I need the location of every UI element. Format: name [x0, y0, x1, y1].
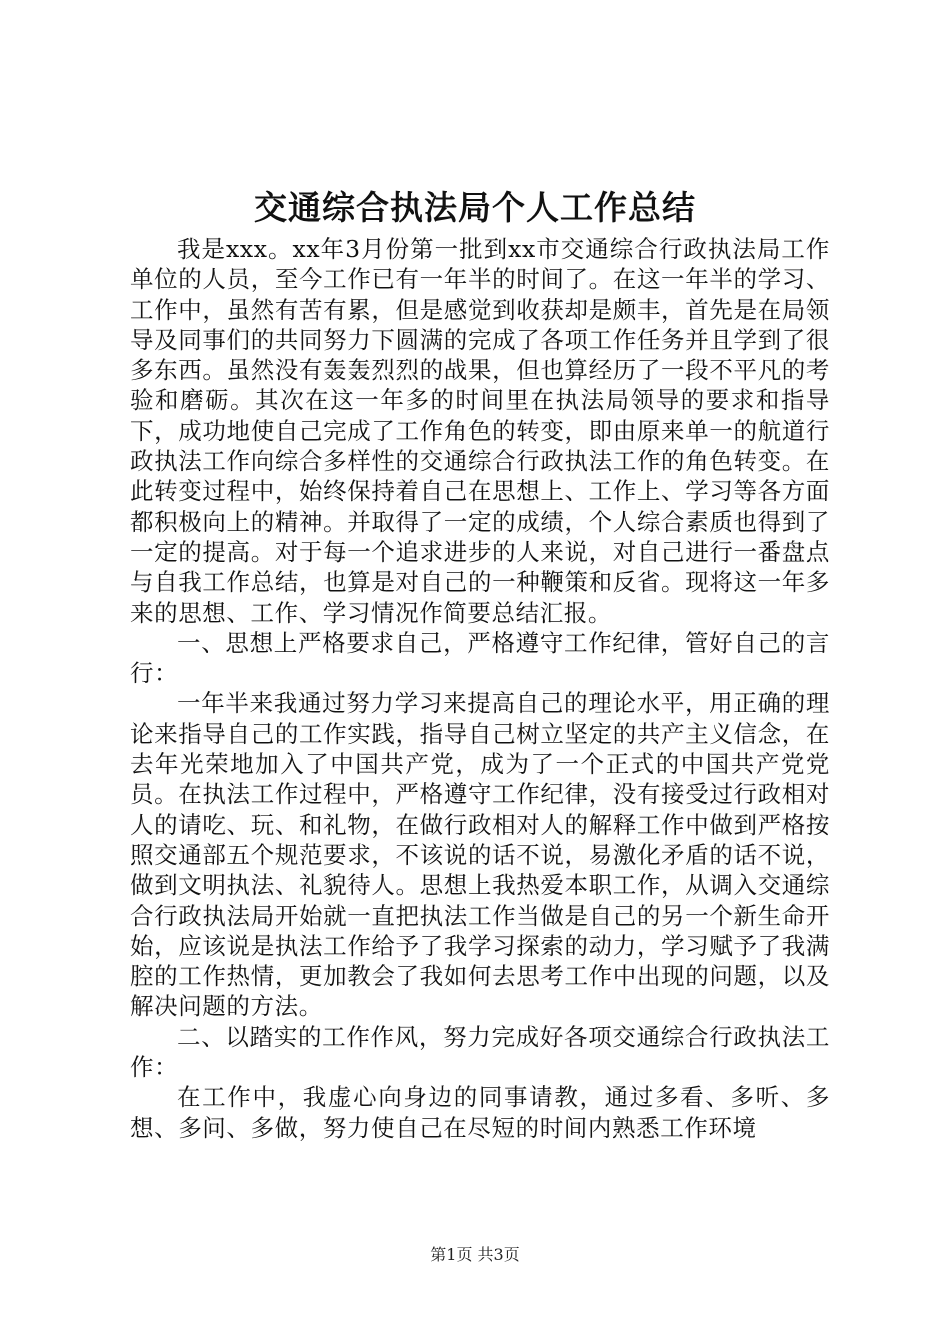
section-heading-1: 一、思想上严格要求自己，严格遵守工作纪律，管好自己的言行：	[130, 628, 830, 688]
document-body	[130, 234, 830, 1143]
section-heading-2: 二、以踏实的工作作风，努力完成好各项交通综合行政执法工作：	[130, 1022, 830, 1082]
document-title: 交通综合执法局个人工作总结	[254, 188, 696, 227]
paragraph-section-2: 在工作中，我虚心向身边的同事请教，通过多看、多听、多想、多问、多做，努力使自己在尽短的时间内熟悉工作环境	[130, 1083, 830, 1142]
page-footer: 第1页 共3页	[430, 1245, 520, 1264]
paragraph-section-1: 一年半来我通过努力学习来提高自己的理论水平，用正确的理论来指导自己的工作实践，指导自己树立坚定的共产主义信念，在去年光荣地加入了中国共产党，成为了一个正式的中国共产党党员。在执法工作过程中，严格遵守工作纪律，没有接受过行政相对人的请吃、玩、和礼物，在做行政相对人的解释工作中做到严格按照交通部五个规范要求，不该说的话不说，易激化矛盾的话不说，做到文明执法、礼貌待人。思想上我热爱本职工作，从调入交通综合行政执法局开始就一直把执法工作当做是自己的另一个新生命开始，应该说是执法工作给予了我学习探索的动力，学习赋予了我满腔的工作热情，更加教会了我如何去思考工作中出现的问题，以及解决问题的方法。	[130, 689, 830, 1021]
paragraph-intro: 我是xxx。xx年3月份第一批到xx市交通综合行政执法局工作单位的人员，至今工作已有一年半的时间了。在这一年半的学习、工作中，虽然有苦有累，但是感觉到收获却是颇丰，首先是在局领导及同事们的共同努力下圆满的完成了各项工作任务并且学到了很多东西。虽然没有轰轰烈烈的战果，但也算经历了一段不平凡的考验和磨砺。其次在这一年多的时间里在执法局领导的要求和指导下，成功地使自己完成了工作角色的转变，即由原来单一的航道行政执法工作向综合多样性的交通综合行政执法工作的角色转变。在此转变过程中，始终保持着自己在思想上、工作上、学习等各方面都积极向上的精神。并取得了一定的成绩，个人综合素质也得到了一定的提高。对于每一个追求进步的人来说，对自己进行一番盘点与自我工作总结，也算是对自己的一种鞭策和反省。现将这一年多来的思想、工作、学习情况作简要总结汇报。	[130, 235, 830, 627]
